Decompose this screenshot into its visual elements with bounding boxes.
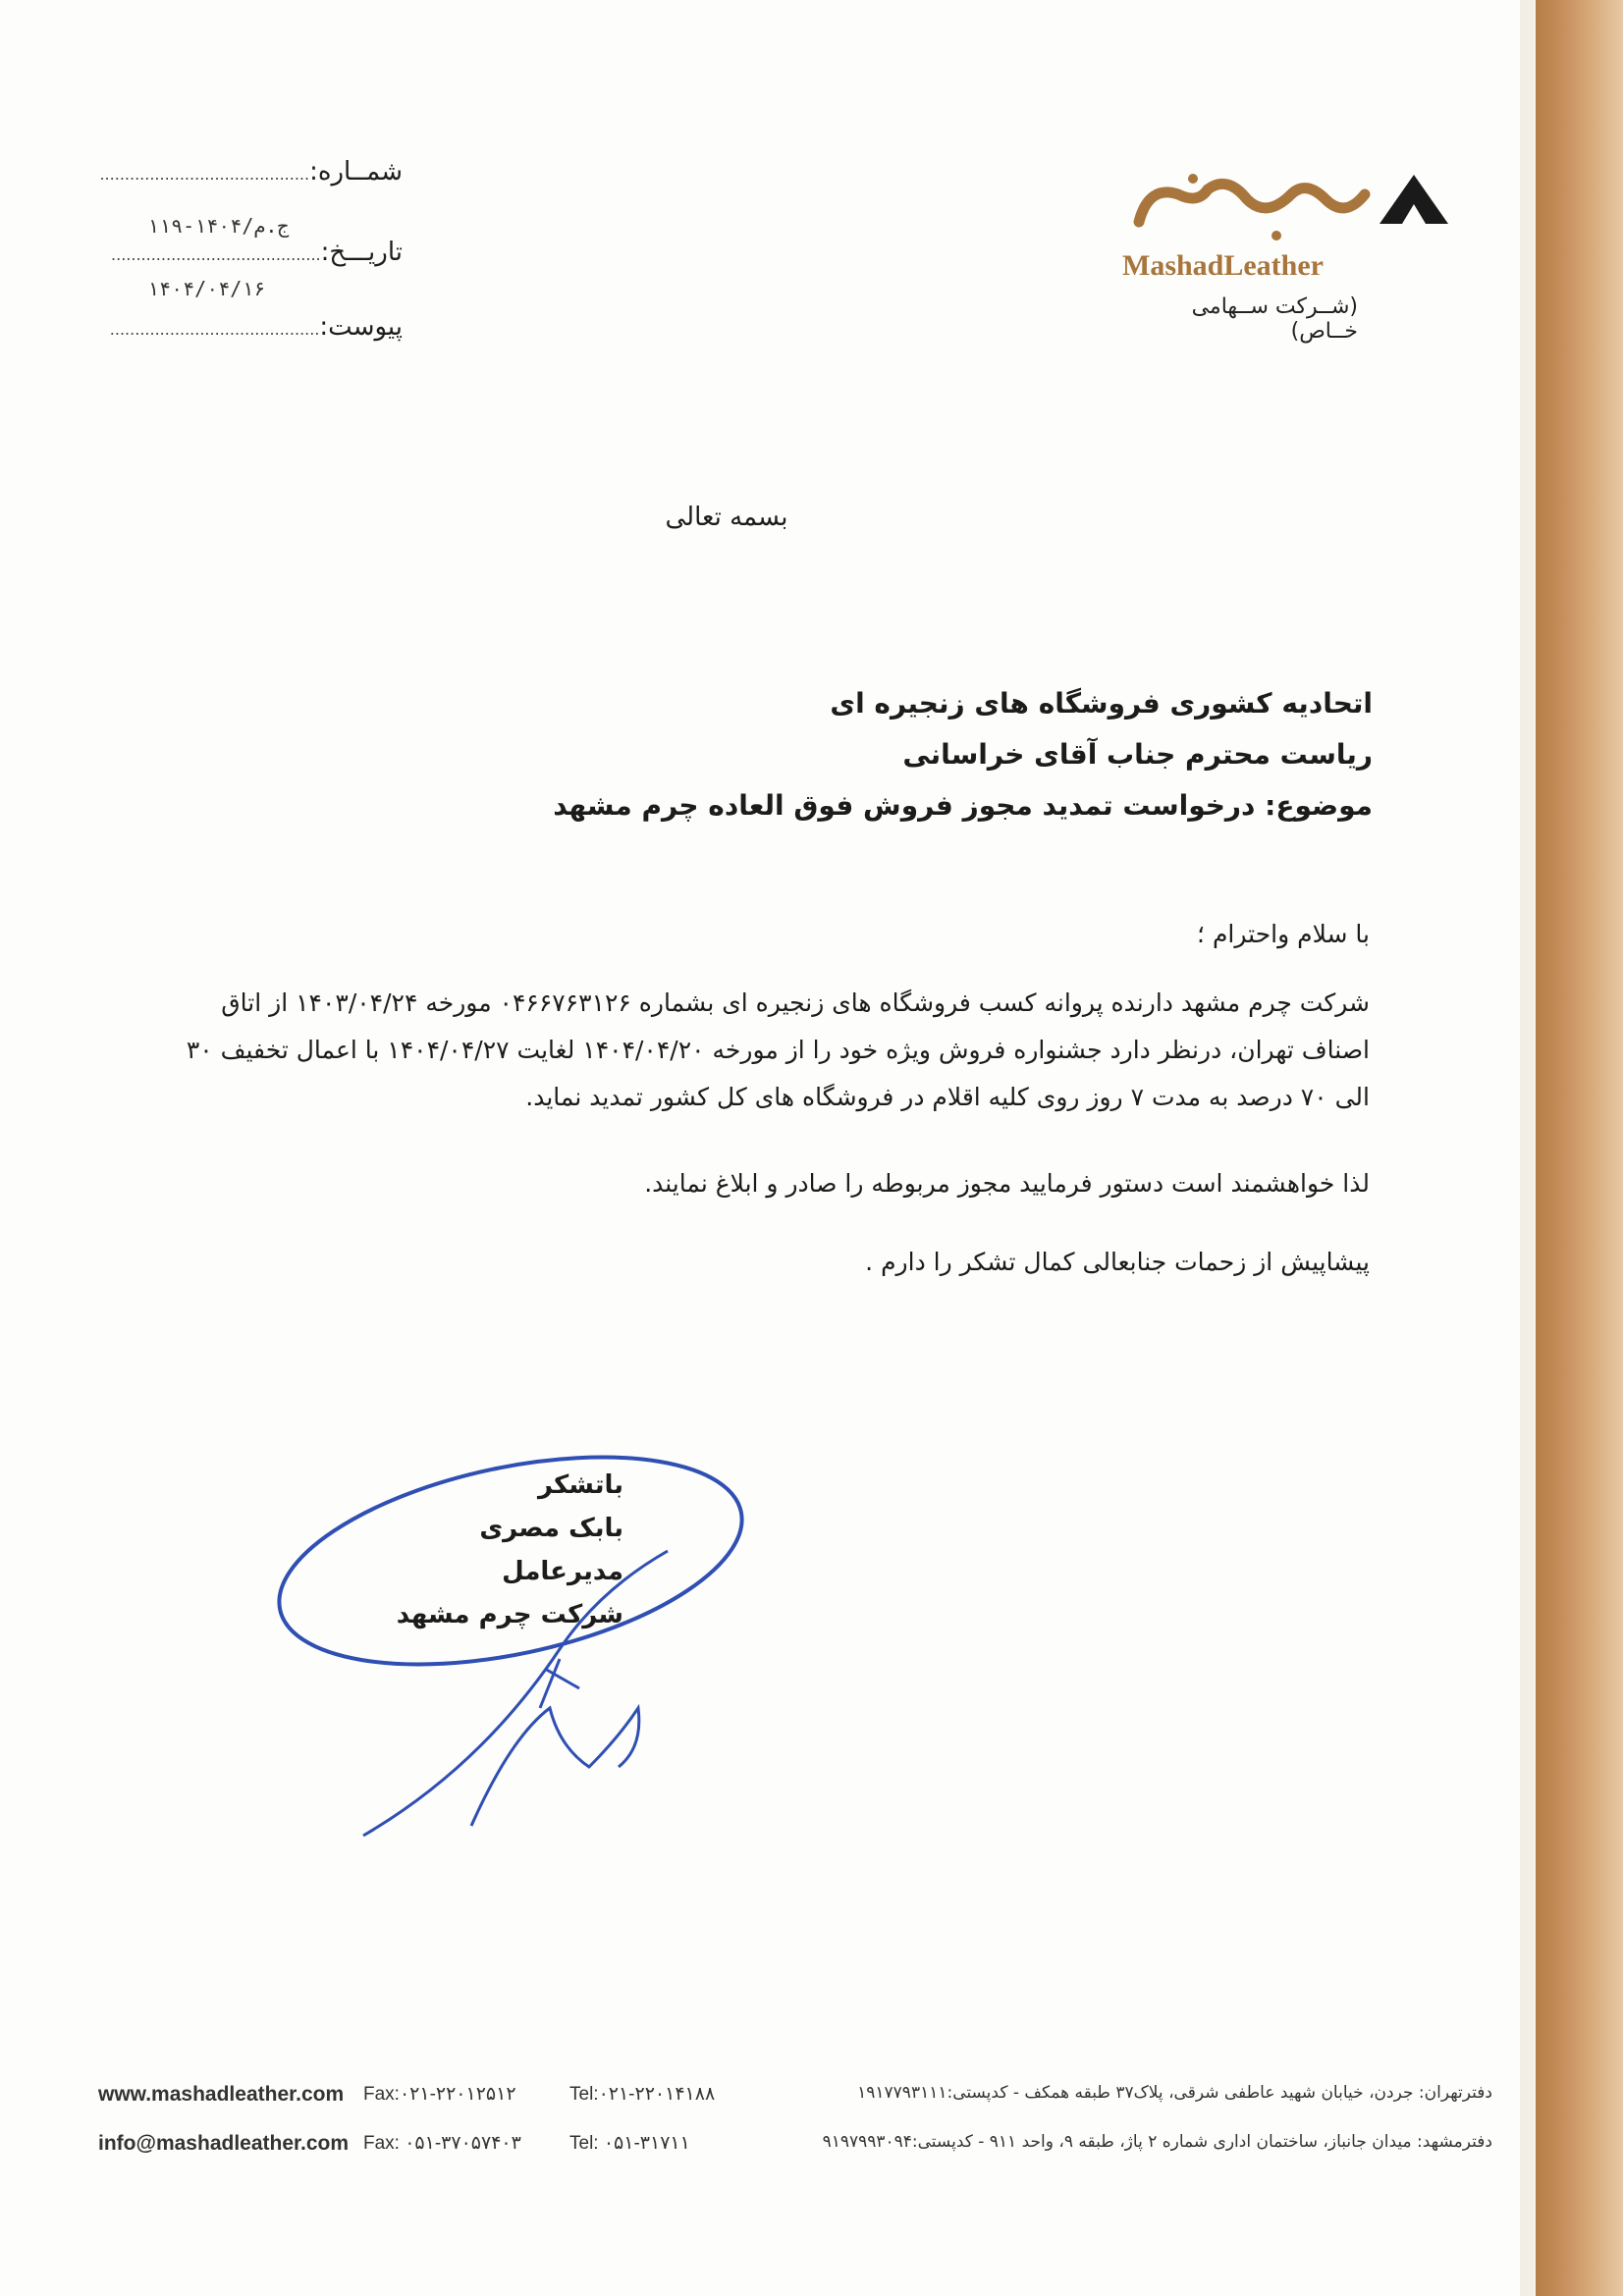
mashhad-tel: Tel: ۰۵۱-۳۱۷۱۱ xyxy=(569,2133,690,2154)
letter-date-value: ۱۴۰۴/۰۴/۱۶ xyxy=(147,277,266,300)
signatory-company: شرکت چرم مشهد xyxy=(396,1600,623,1629)
mashhad-address: دفترمشهد: میدان جانباز، ساختمان اداری شماره ۲ پاژ، طبقه ۹، واحد ۹۱۱ - کدپستی:۹۱۹۷۹۹۳۰۹۴ xyxy=(822,2132,1492,2152)
recipient-organization: اتحادیه کشوری فروشگاه های زنجیره ای xyxy=(830,687,1373,720)
greeting: با سلام واحترام ؛ xyxy=(1197,920,1370,948)
email-link[interactable]: info@mashadleather.com xyxy=(98,2132,350,2155)
letter-number-label: شمــاره: xyxy=(309,157,403,187)
company-stamp-and-signature xyxy=(265,1414,776,1865)
brand-name-english: MashadLeather xyxy=(1122,249,1324,282)
letterhead-footer xyxy=(98,2083,1492,2162)
recipient-person: ریاست محترم جناب آقای خراسانی xyxy=(902,738,1373,771)
signature-closing: باتشکر xyxy=(537,1470,623,1500)
footer-mashhad-row xyxy=(98,2132,1492,2163)
tehran-fax: Fax:۰۲۱-۲۲۰۱۲۵۱۲ xyxy=(363,2084,516,2105)
letter-date-label: تاریـــخ: xyxy=(320,238,403,267)
letter-subject: موضوع: درخواست تمدید مجوز فروش فوق العاده چرم مشهد xyxy=(553,789,1373,822)
company-type: (شــرکت ســهامی خــاص) xyxy=(1191,294,1358,344)
footer-tehran-row xyxy=(98,2083,1492,2114)
signatory-name: بابک مصری xyxy=(479,1514,623,1543)
letter-number-row: شمــاره:.......................................... xyxy=(99,157,403,187)
attachment-row: پیوست:.......................................... xyxy=(109,312,403,342)
letter-number-value: ۱۱۹-۱۴۰۴/ج.م xyxy=(147,214,290,238)
paragraph-3: پیشاپیش از زحمات جنابعالی کمال تشکر را دارم . xyxy=(865,1248,1370,1276)
paragraph-2: لذا خواهشمند است دستور فرمایید مجوز مربوطه را صادر و ابلاغ نمایند. xyxy=(644,1169,1370,1198)
mashadleather-logo xyxy=(1119,165,1453,243)
letter-date-row: تاریـــخ:.......................................... xyxy=(111,238,403,267)
attachment-label: پیوست: xyxy=(319,312,403,342)
paragraph-1-line-2: اصناف تهران، درنظر دارد جشنواره فروش ویژه خود را از مورخه ۱۴۰۴/۰۴/۲۰ لغایت ۱۴۰۴/۰۴/۲۷ با اعمال تخفیف ۳۰ xyxy=(186,1036,1370,1064)
paragraph-1-line-3: الی ۷۰ درصد به مدت ۷ روز روی کلیه اقلام در فروشگاه های کل کشور تمدید نماید. xyxy=(525,1083,1370,1111)
signatory-title: مدیرعامل xyxy=(502,1557,623,1586)
website-link[interactable]: www.mashadleather.com xyxy=(98,2083,345,2106)
letterhead-side-band xyxy=(1520,0,1623,2296)
mashhad-fax: Fax: ۰۵۱-۳۷۰۵۷۴۰۳ xyxy=(363,2133,521,2154)
tehran-address: دفترتهران: جردن، خیابان شهید عاطفی شرقی، پلاک۳۷ طبقه همکف - کدپستی:۱۹۱۷۷۹۳۱۱۱ xyxy=(857,2083,1492,2103)
bismillah: بسمه تعالی xyxy=(665,503,788,532)
paragraph-1-line-1: شرکت چرم مشهد دارنده پروانه کسب فروشگاه های زنجیره ای بشماره ۰۴۶۶۷۶۳۱۲۶ مورخه ۱۴۰۳/۰۴/۲۴ از اتاق xyxy=(221,988,1370,1017)
tehran-tel: Tel:۰۲۱-۲۲۰۱۴۱۸۸ xyxy=(569,2084,716,2105)
